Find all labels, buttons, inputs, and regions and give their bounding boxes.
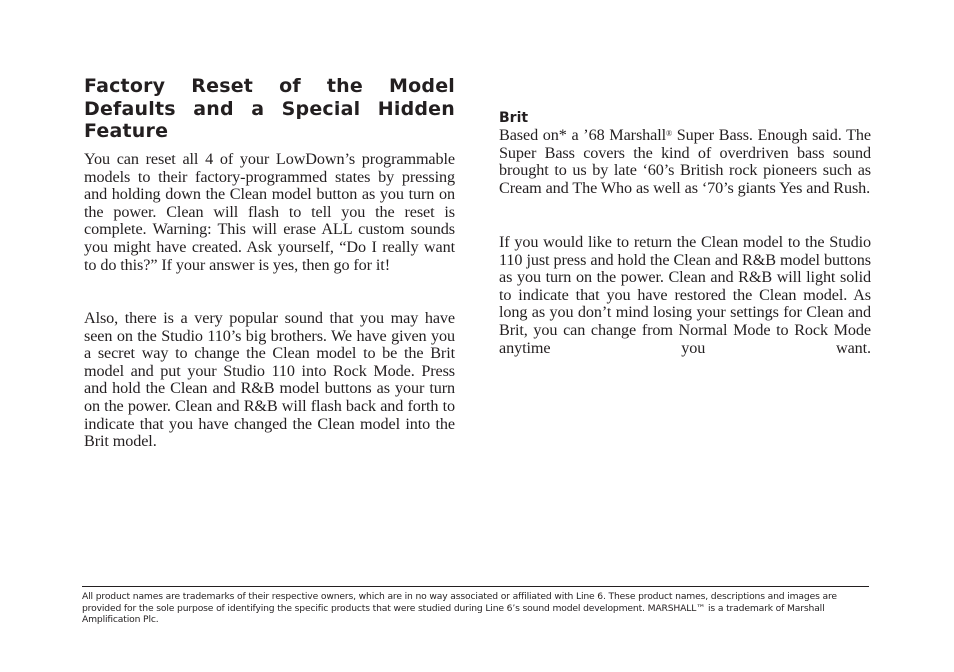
- section-heading: [84, 75, 455, 143]
- registered-mark: ®: [666, 129, 673, 138]
- restore-clean-paragraph: If you would like to return the Clean model to the Studio 110 just press and hold the Clean and R&B model buttons as you turn on the power. Clean and R&B will light solid to indicate that you have restored the Clean model. As long as you don’t mind losing your settings for Clean and Brit, you can change from Normal Mode to Rock Mode anytime you want.: [499, 233, 871, 357]
- brit-subheading: Brit: [499, 110, 529, 126]
- section-heading-line1: Factory Reset of the Model: [84, 75, 455, 97]
- brit-description: [499, 127, 871, 197]
- trademark-footnote: All product names are trademarks of their respective owners, which are in no way associated or affiliated with Line 6. These product names, descriptions and images are provided for the sole purpose of identifying the specific products that were studied during Line 6’s sound model development. MARSHALL™ is a trademark of Marshall Amplification Plc.: [82, 591, 837, 625]
- section-heading-rest: Defaults and a Special Hidden Feature: [84, 97, 455, 142]
- brit-description-rest: Super Bass. Enough said. The Super Bass covers the kind of overdriven bass sound brought to us by late ‘60’s British rock pioneers such as Cream and The Who as well as ‘70’s giants Yes and Rush.: [499, 126, 871, 197]
- footer-divider: [82, 586, 869, 587]
- reset-paragraph: You can reset all 4 of your LowDown’s programmable models to their factory-programmed states by pressing and holding down the Clean model button as you turn on the power. Clean will flash to tell you the reset is complete. Warning: This will erase ALL custom sounds you might have created. Ask yourself, “Do I really want to do this?” If your answer is yes, then go for it!: [84, 150, 455, 274]
- brit-description-start: Based on* a ’68 Marshall: [499, 126, 667, 144]
- hidden-feature-paragraph: Also, there is a very popular sound that you may have seen on the Studio 110’s big brothers. We have given you a secret way to change the Clean model to be the Brit model and put your Studio 110 into Rock Mode. Press and hold the Clean and R&B model buttons as your turn on the power. Clean and R&B will flash back and forth to indicate that you have changed the Clean model into the Brit model.: [84, 309, 455, 451]
